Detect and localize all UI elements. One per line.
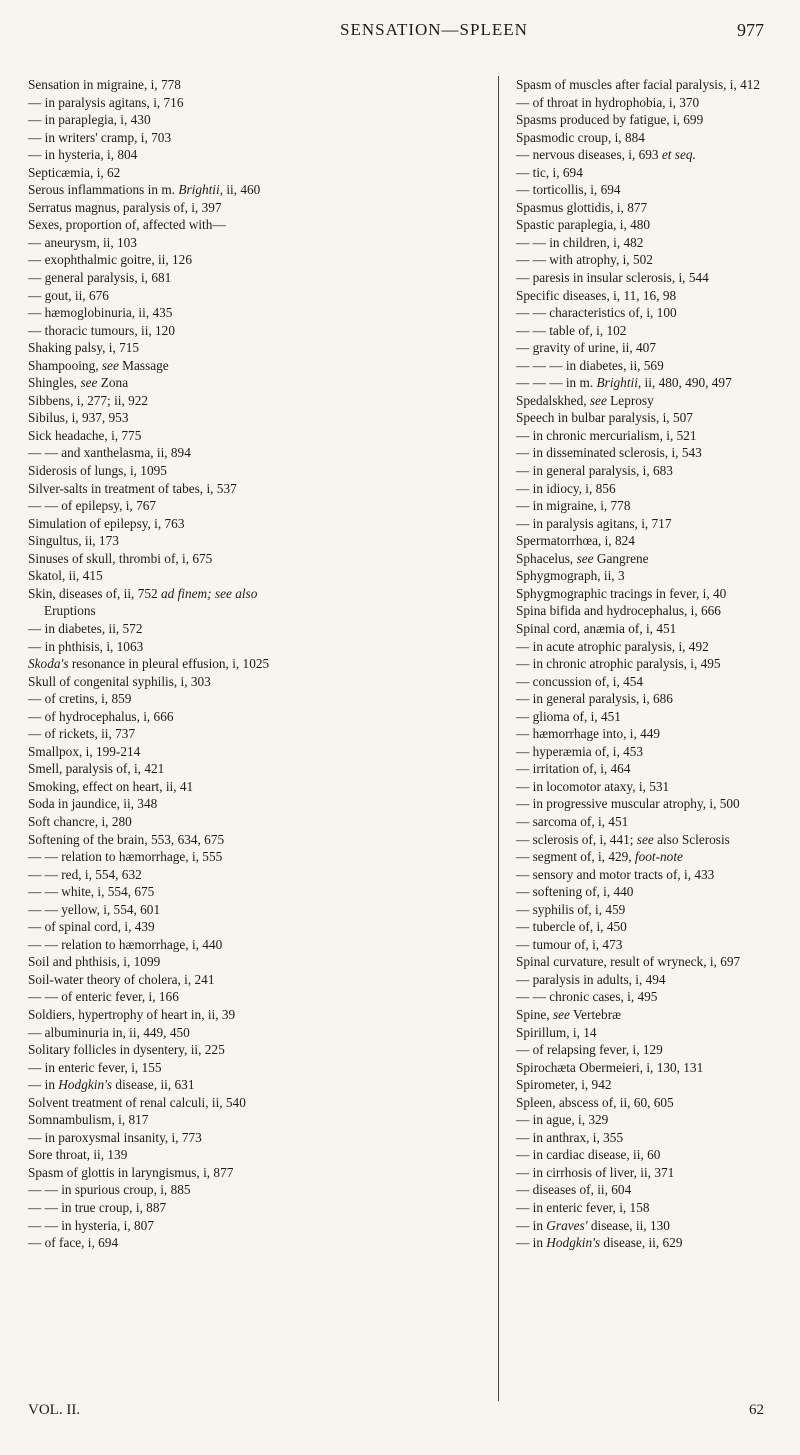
index-entry: — in chronic atrophic paralysis, i, 495 [516, 656, 721, 672]
index-entry: — gout, ii, 676 [28, 287, 109, 303]
index-entry: Spleen, abscess of, ii, 60, 605 [516, 1094, 674, 1110]
index-entry: — in disseminated sclerosis, i, 543 [516, 445, 702, 461]
index-entry: Spirochæta Obermeieri, i, 130, 131 [516, 1059, 704, 1075]
index-entry: — — characteristics of, i, 100 [516, 305, 677, 321]
index-entry: — tic, i, 694 [516, 164, 583, 180]
index-entry: — paresis in insular sclerosis, i, 544 [516, 270, 709, 286]
index-entry: — in general paralysis, i, 683 [516, 463, 673, 479]
index-entry: — in diabetes, ii, 572 [28, 620, 143, 636]
index-entry: Sinuses of skull, thrombi of, i, 675 [28, 550, 213, 566]
index-entry: Singultus, ii, 173 [28, 533, 119, 549]
index-entry: — of cretins, i, 859 [28, 691, 132, 707]
index-entry: — exophthalmic goitre, ii, 126 [28, 252, 192, 268]
index-entry: Soda in jaundice, ii, 348 [28, 796, 158, 812]
index-entry: — in cirrhosis of liver, ii, 371 [516, 1164, 675, 1180]
index-entry: Spasm of muscles after facial paralysis, i, 412 [516, 77, 761, 92]
index-entry: — of hydrocephalus, i, 666 [28, 708, 174, 724]
index-entry: Speech in bulbar paralysis, i, 507 [516, 410, 693, 426]
index-entry: Skull of congenital syphilis, i, 303 [28, 673, 211, 689]
index-entry: Smallpox, i, 199-214 [28, 743, 141, 759]
index-entry: — in ague, i, 329 [516, 1112, 609, 1128]
index-entry: — in chronic mercurialism, i, 521 [516, 427, 697, 443]
page-footer [28, 1402, 764, 1422]
index-entry: — — of epilepsy, i, 767 [28, 498, 157, 514]
index-entry: Silver-salts in treatment of tabes, i, 537 [28, 480, 237, 496]
index-entry: — segment of, i, 429, foot-note [516, 849, 683, 865]
index-entry: — in enteric fever, i, 155 [28, 1059, 162, 1075]
index-entry: — — of enteric fever, i, 166 [28, 989, 179, 1005]
index-entry: — syphilis of, i, 459 [516, 901, 626, 917]
index-entry: — — white, i, 554, 675 [28, 884, 155, 900]
index-entry: Soldiers, hypertrophy of heart in, ii, 39 [28, 1006, 236, 1022]
index-entry: — — — in m. Brightii, ii, 480, 490, 497 [516, 375, 732, 391]
index-entry: — in migraine, i, 778 [516, 498, 631, 514]
index-entry: Smell, paralysis of, i, 421 [28, 761, 165, 777]
index-entry: Sphygmographic tracings in fever, i, 40 [516, 585, 727, 601]
index-entry: Septicæmia, i, 62 [28, 164, 121, 180]
index-entry: — aneurysm, ii, 103 [28, 234, 137, 250]
index-entry: Solitary follicles in dysentery, ii, 225 [28, 1042, 225, 1058]
index-entry: Spirometer, i, 942 [516, 1077, 612, 1093]
index-entry: Spasm of glottis in laryngismus, i, 877 [28, 1164, 234, 1180]
index-entry: Shampooing, see Massage [28, 357, 169, 373]
index-entry: — of spinal cord, i, 439 [28, 919, 155, 935]
index-entry: — general paralysis, i, 681 [28, 270, 172, 286]
index-entry: Skoda's resonance in pleural effusion, i, 1025 [28, 656, 270, 672]
index-entry: — irritation of, i, 464 [516, 761, 631, 777]
index-entry: — in enteric fever, i, 158 [516, 1200, 650, 1215]
page-number: 977 [737, 20, 764, 40]
index-entry: — softening of, i, 440 [516, 884, 634, 900]
index-entry: — hyperæmia of, i, 453 [516, 743, 644, 759]
index-entry: — — in children, i, 482 [516, 234, 644, 250]
index-entry: — in writers' cramp, i, 703 [28, 129, 172, 145]
index-entry: — — in hysteria, i, 807 [28, 1217, 154, 1233]
index-entry: Shaking palsy, i, 715 [28, 340, 140, 356]
index-entry: — concussion of, i, 454 [516, 673, 644, 689]
index-entry: — thoracic tumours, ii, 120 [28, 322, 175, 338]
index-entry: Serratus magnus, paralysis of, i, 397 [28, 199, 222, 215]
index-entry: — in paraplegia, i, 430 [28, 112, 151, 128]
column-divider [498, 76, 499, 1401]
index-entry: Sensation in migraine, i, 778 [28, 77, 181, 92]
index-entry: — in idiocy, i, 856 [516, 480, 616, 496]
index-entry: — of face, i, 694 [28, 1235, 119, 1251]
index-entry: Sphacelus, see Gangrene [516, 550, 649, 566]
index-entry: Spinal cord, anæmia of, i, 451 [516, 620, 677, 636]
index-entry: — gravity of urine, ii, 407 [516, 340, 656, 356]
index-entry: — in general paralysis, i, 686 [516, 691, 673, 707]
index-entry: — tubercle of, i, 450 [516, 919, 627, 935]
index-column-left [28, 76, 490, 1252]
index-entry: — in Hodgkin's disease, ii, 631 [28, 1077, 195, 1093]
index-entry: — in Graves' disease, ii, 130 [516, 1217, 670, 1233]
index-entry: — sensory and motor tracts of, i, 433 [516, 866, 715, 882]
index-entry: — in paralysis agitans, i, 716 [28, 94, 184, 110]
index-entry: — tumour of, i, 473 [516, 936, 623, 952]
index-entry: — albuminuria in, ii, 449, 450 [28, 1024, 190, 1040]
index-entry: — — in true croup, i, 887 [28, 1200, 167, 1215]
index-entry: — — chronic cases, i, 495 [516, 989, 658, 1005]
index-entry: Spermatorrhœa, i, 824 [516, 533, 635, 549]
index-entry: — of relapsing fever, i, 129 [516, 1042, 663, 1058]
index-entry: Simulation of epilepsy, i, 763 [28, 515, 185, 531]
index-entry: Soft chancre, i, 280 [28, 813, 132, 829]
index-entry: Spirillum, i, 14 [516, 1024, 597, 1040]
index-entry: — — and xanthelasma, ii, 894 [28, 445, 191, 461]
index-entry: — nervous diseases, i, 693 et seq. [516, 147, 696, 163]
index-entry: — — — in diabetes, ii, 569 [516, 357, 664, 373]
index-entry: — in phthisis, i, 1063 [28, 638, 144, 654]
index-entry: Sore throat, ii, 139 [28, 1147, 128, 1163]
index-entry: — in anthrax, i, 355 [516, 1129, 624, 1145]
index-entry: Soil-water theory of cholera, i, 241 [28, 971, 215, 987]
index-entry: — paralysis in adults, i, 494 [516, 971, 666, 987]
index-entry: — in locomotor ataxy, i, 531 [516, 778, 670, 794]
index-entry: Sibbens, i, 277; ii, 922 [28, 392, 149, 408]
index-entry: — — with atrophy, i, 502 [516, 252, 653, 268]
index-entry: Spine, see Vertebræ [516, 1006, 622, 1022]
index-entry: Spasmodic croup, i, 884 [516, 129, 645, 145]
index-entry: Spinal curvature, result of wryneck, i, 697 [516, 954, 741, 970]
index-entry: — — table of, i, 102 [516, 322, 627, 338]
index-column-right [516, 76, 786, 1252]
index-entry: Skatol, ii, 415 [28, 568, 103, 584]
index-entry: — in cardiac disease, ii, 60 [516, 1147, 661, 1163]
signature-mark: 62 [749, 1402, 764, 1418]
index-entry: Spedalskhed, see Leprosy [516, 392, 654, 408]
index-entry: — hæmorrhage into, i, 449 [516, 726, 661, 742]
index-entry: Spasms produced by fatigue, i, 699 [516, 112, 704, 128]
index-entry: — — relation to hæmorrhage, i, 440 [28, 936, 223, 952]
running-head [0, 20, 800, 50]
index-entry: Spina bifida and hydrocephalus, i, 666 [516, 603, 721, 619]
index-entry: Sibilus, i, 937, 953 [28, 410, 129, 426]
index-entry: — diseases of, ii, 604 [516, 1182, 632, 1198]
index-entry: — in progressive muscular atrophy, i, 500 [516, 796, 740, 812]
index-entry: Softening of the brain, 553, 634, 675 [28, 831, 225, 847]
index-entry: — in paralysis agitans, i, 717 [516, 515, 672, 531]
index-entry: Spastic paraplegia, i, 480 [516, 217, 651, 233]
index-entry: — — relation to hæmorrhage, i, 555 [28, 849, 223, 865]
running-title: SENSATION—SPLEEN [340, 20, 528, 39]
index-entry: — in paroxysmal insanity, i, 773 [28, 1129, 202, 1145]
index-entry: Shingles, see Zona [28, 375, 129, 391]
index-entry: Smoking, effect on heart, ii, 41 [28, 778, 194, 794]
index-entry: — — yellow, i, 554, 601 [28, 901, 161, 917]
index-entry: Serous inflammations in m. Brightii, ii, 460 [28, 182, 261, 198]
index-entry: — sclerosis of, i, 441; see also Sclerosis [516, 831, 730, 847]
index-entry: — — red, i, 554, 632 [28, 866, 142, 882]
index-entry: Sexes, proportion of, affected with— [28, 217, 226, 233]
index-entry: — glioma of, i, 451 [516, 708, 621, 724]
index-entry: Sick headache, i, 775 [28, 427, 142, 443]
index-entry: Eruptions [44, 603, 96, 619]
index-entry: — torticollis, i, 694 [516, 182, 621, 198]
index-entry: — hæmoglobinuria, ii, 435 [28, 305, 173, 321]
index-entry: — — in spurious croup, i, 885 [28, 1182, 191, 1198]
index-entry: — sarcoma of, i, 451 [516, 813, 629, 829]
index-entry: Spasmus glottidis, i, 877 [516, 199, 648, 215]
index-entry: — in hysteria, i, 804 [28, 147, 138, 163]
index-entry: — in acute atrophic paralysis, i, 492 [516, 638, 709, 654]
index-entry: Soil and phthisis, i, 1099 [28, 954, 161, 970]
index-entry: Skin, diseases of, ii, 752 ad finem; see also [28, 585, 258, 601]
volume-label: VOL. II. [28, 1402, 81, 1418]
index-entry: Siderosis of lungs, i, 1095 [28, 463, 167, 479]
index-entry: — of rickets, ii, 737 [28, 726, 136, 742]
index-entry: Specific diseases, i, 11, 16, 98 [516, 287, 677, 303]
index-entry: Sphygmograph, ii, 3 [516, 568, 625, 584]
index-entry: Somnambulism, i, 817 [28, 1112, 149, 1128]
index-entry: Solvent treatment of renal calculi, ii, 540 [28, 1094, 246, 1110]
index-entry: — in Hodgkin's disease, ii, 629 [516, 1235, 683, 1251]
index-entry: — of throat in hydrophobia, i, 370 [516, 94, 700, 110]
